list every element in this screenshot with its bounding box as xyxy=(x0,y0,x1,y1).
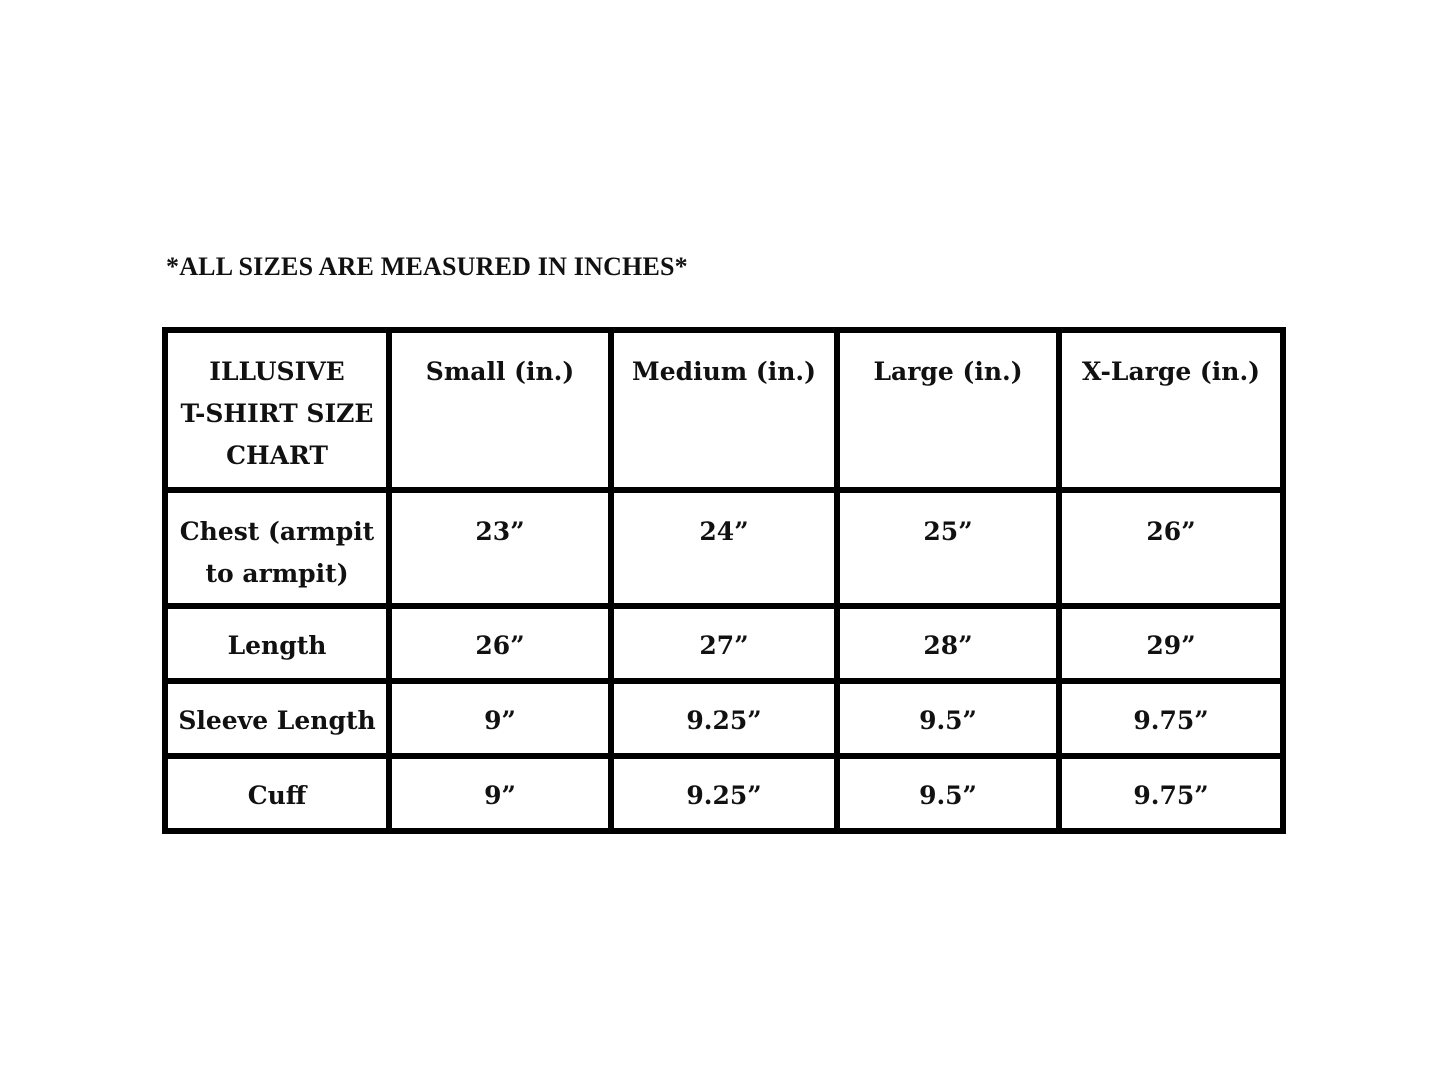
header-row xyxy=(165,330,1283,490)
cell-cuff-medium: 9.25” xyxy=(611,756,837,831)
cell-cuff-x-large: 9.75” xyxy=(1059,756,1283,831)
row-label-line: Chest (armpit xyxy=(179,517,375,546)
cell-sleeve-small: 9” xyxy=(389,681,611,756)
cell-cuff-small: 9” xyxy=(389,756,611,831)
cell-chest-small: 23” xyxy=(389,490,611,606)
chart-title-cell xyxy=(165,330,389,490)
header-medium: Medium (in.) xyxy=(611,330,837,490)
chart-title-line: ILLUSIVE xyxy=(209,357,345,386)
cell-chest-medium: 24” xyxy=(611,490,837,606)
cell-chest-x-large: 26” xyxy=(1059,490,1283,606)
table-row-cuff xyxy=(165,756,1283,831)
cell-chest-large: 25” xyxy=(837,490,1059,606)
cell-cuff-large: 9.5” xyxy=(837,756,1059,831)
table-row-sleeve-length xyxy=(165,681,1283,756)
header-x-large: X-Large (in.) xyxy=(1059,330,1283,490)
row-label-chest xyxy=(165,490,389,606)
cell-sleeve-medium: 9.25” xyxy=(611,681,837,756)
measurement-note: *ALL SIZES ARE MEASURED IN INCHES* xyxy=(166,252,688,281)
cell-length-large: 28” xyxy=(837,606,1059,681)
header-large: Large (in.) xyxy=(837,330,1059,490)
row-label-line: to armpit) xyxy=(205,559,349,588)
cell-sleeve-large: 9.5” xyxy=(837,681,1059,756)
cell-length-medium: 27” xyxy=(611,606,837,681)
table-row-length xyxy=(165,606,1283,681)
cell-length-small: 26” xyxy=(389,606,611,681)
table-row-chest xyxy=(165,490,1283,606)
cell-length-x-large: 29” xyxy=(1059,606,1283,681)
row-label-sleeve-length: Sleeve Length xyxy=(165,681,389,756)
cell-sleeve-x-large: 9.75” xyxy=(1059,681,1283,756)
header-small: Small (in.) xyxy=(389,330,611,490)
chart-title-line: CHART xyxy=(226,441,328,470)
row-label-length: Length xyxy=(165,606,389,681)
row-label-cuff: Cuff xyxy=(165,756,389,831)
chart-title-line: T-SHIRT SIZE xyxy=(180,399,374,428)
size-chart-table xyxy=(162,327,1286,834)
